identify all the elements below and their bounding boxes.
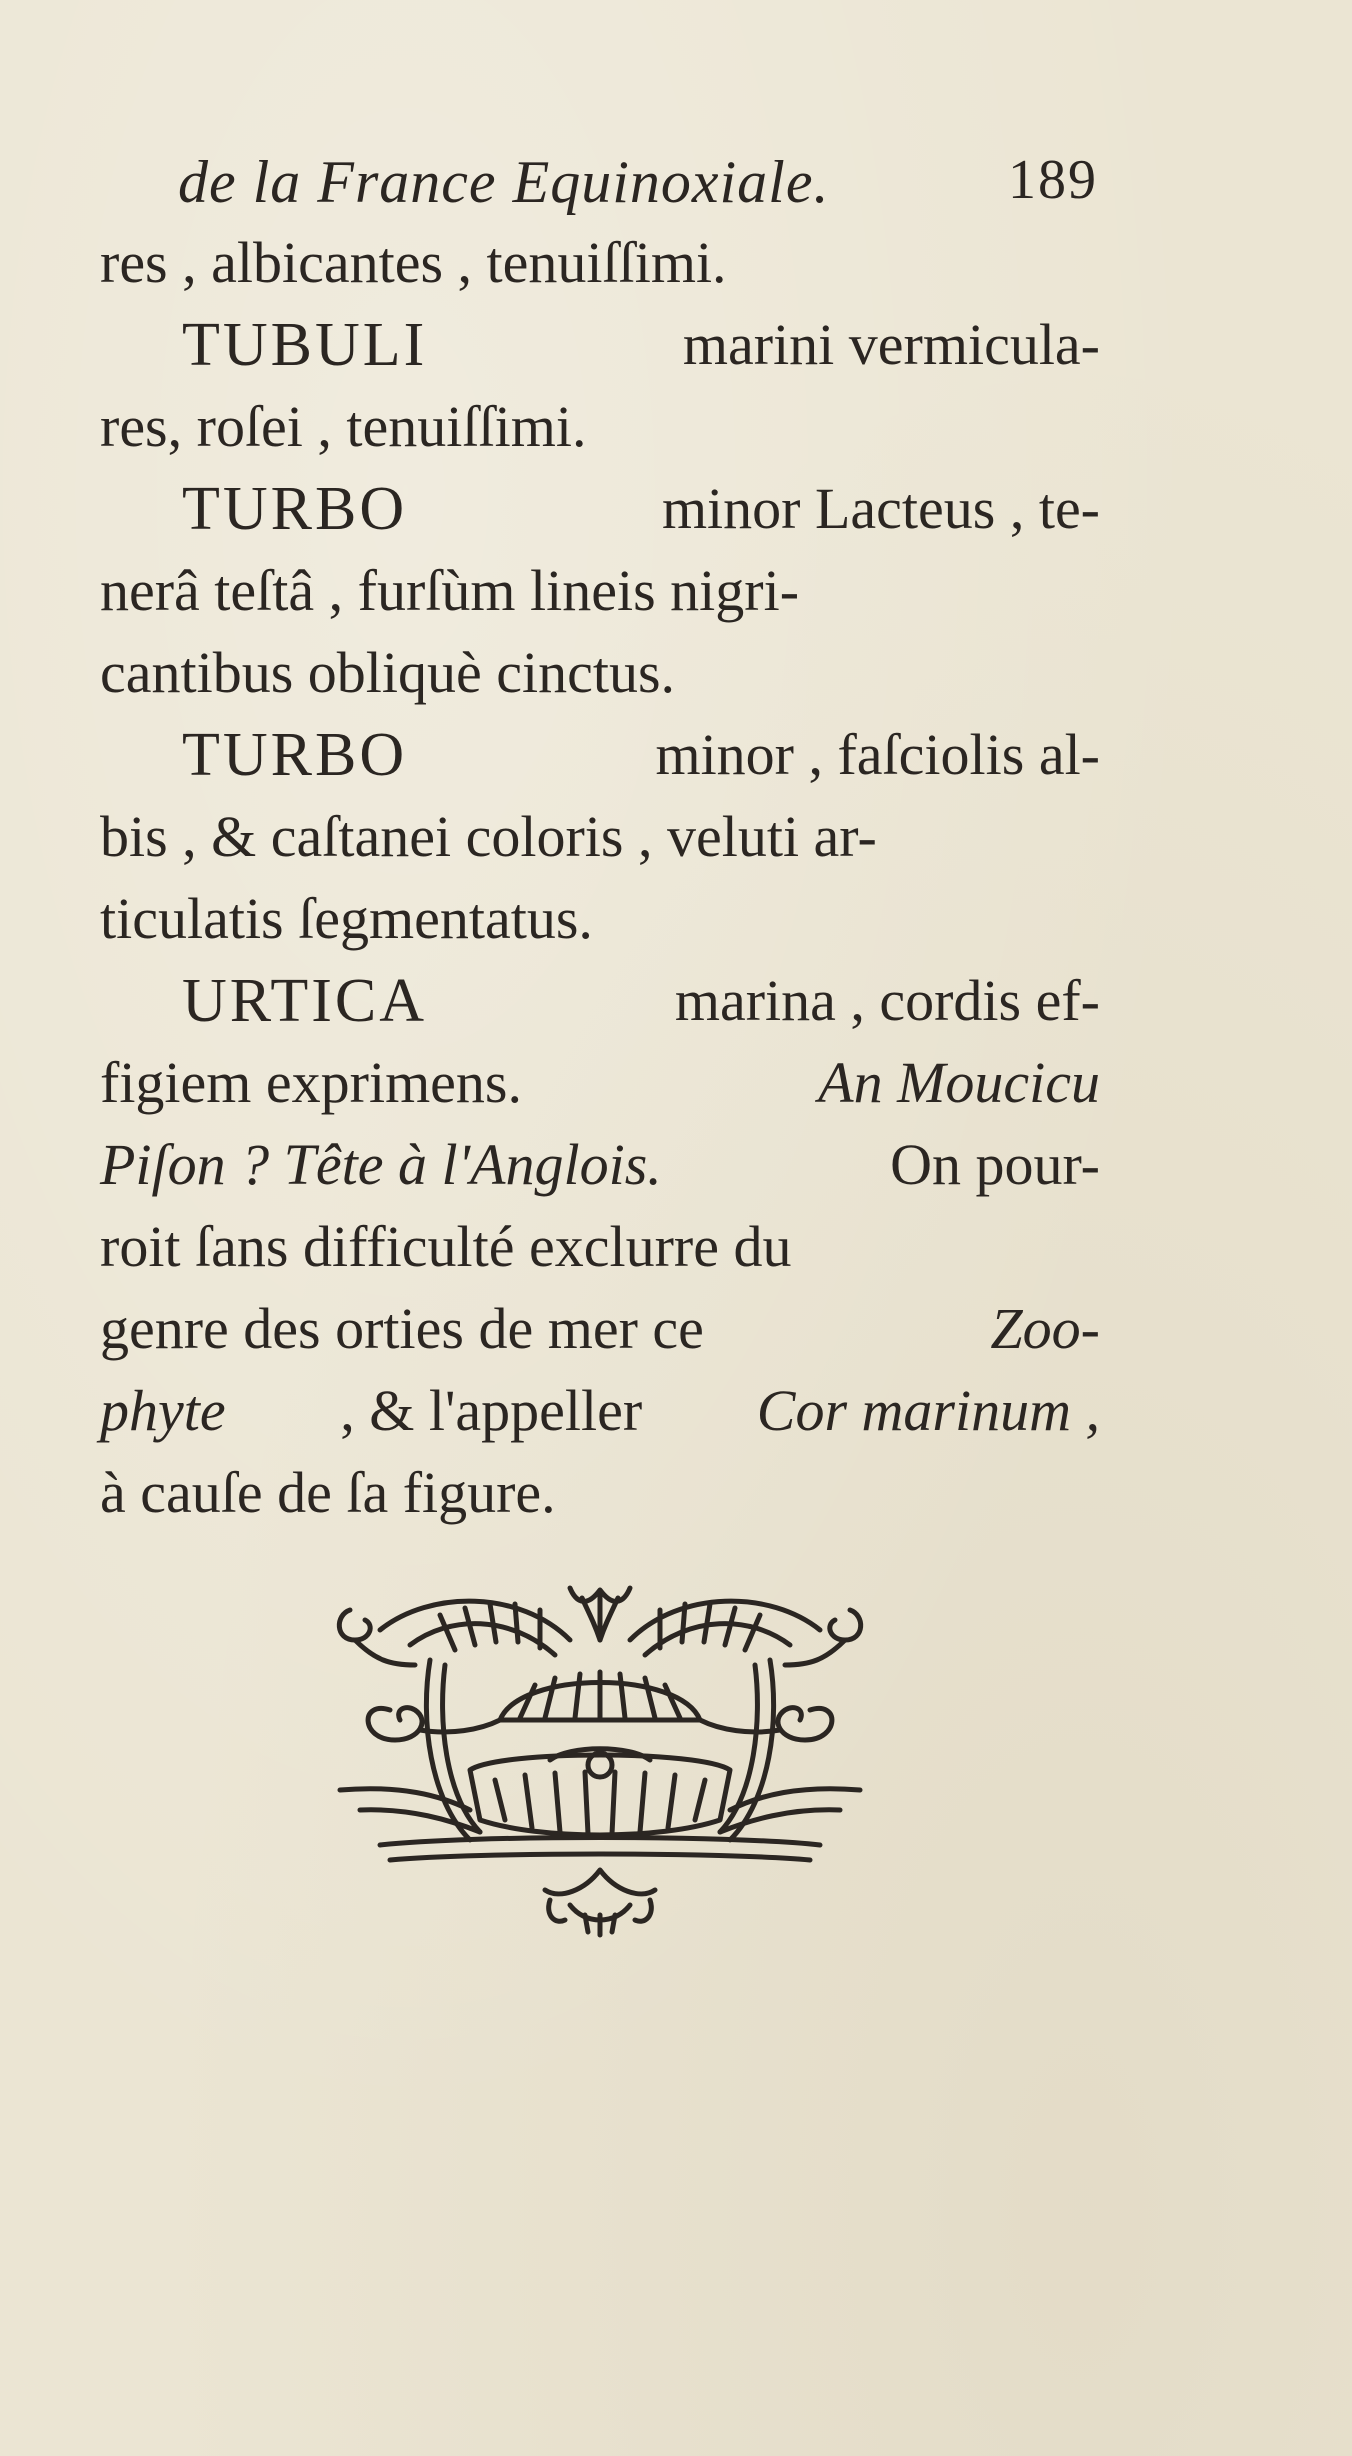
text-line — [100, 796, 1100, 878]
text-segment: , & l'appeller — [340, 1378, 643, 1443]
text-segment: nerâ teſtâ , furſùm lineis nigri- — [100, 558, 800, 623]
text-line — [100, 1370, 1100, 1452]
text-line — [100, 1452, 1100, 1534]
italic-name: An Moucicu — [818, 1050, 1100, 1115]
text-line — [100, 1042, 1100, 1124]
text-line — [100, 878, 1100, 960]
text-segment: res , albicantes , tenuiſſimi. — [100, 230, 727, 295]
entry-heading: TURBO — [182, 475, 408, 543]
text-segment: roit ſans difficulté exclurre du — [100, 1214, 792, 1279]
italic-name: phyte — [100, 1378, 226, 1443]
page-header — [178, 148, 1098, 218]
page-number: 189 — [1008, 149, 1098, 211]
text-segment: res, roſei , tenuiſſimi. — [100, 394, 587, 459]
text-segment: On pour- — [890, 1132, 1100, 1197]
text-segment: marini vermicula- — [682, 312, 1100, 377]
text-line — [100, 714, 1100, 796]
fleuron-ornament-icon — [320, 1570, 880, 1950]
text-line — [100, 632, 1100, 714]
entry-heading: URTICA — [182, 967, 428, 1035]
italic-name: Zoo- — [990, 1296, 1100, 1361]
text-line — [100, 1206, 1100, 1288]
text-line — [100, 960, 1100, 1042]
text-line — [100, 1288, 1100, 1370]
text-segment: minor Lacteus , te- — [661, 476, 1100, 541]
italic-name: Piſon ? Tête à l'Anglois. — [100, 1132, 662, 1197]
text-line — [100, 1124, 1100, 1206]
text-line — [100, 550, 1100, 632]
text-segment: figiem exprimens. — [100, 1050, 523, 1115]
text-line — [100, 222, 1100, 304]
italic-name: Cor marinum , — [756, 1378, 1100, 1443]
text-line — [100, 304, 1100, 386]
text-segment: genre des orties de mer ce — [100, 1296, 704, 1361]
running-title: de la France Equinoxiale. — [178, 149, 830, 215]
text-segment: cantibus obliquè cinctus. — [100, 640, 676, 705]
entry-heading: TURBO — [182, 721, 408, 789]
text-line — [100, 468, 1100, 550]
text-line — [100, 386, 1100, 468]
text-segment: ticulatis ſegmentatus. — [100, 886, 593, 951]
entry-heading: TUBULI — [182, 311, 428, 379]
text-segment: bis , & caſtanei coloris , veluti ar- — [100, 804, 877, 869]
text-segment: à cauſe de ſa figure. — [100, 1460, 556, 1525]
body-text — [100, 222, 1100, 1534]
text-segment: marina , cordis ef- — [674, 968, 1100, 1033]
text-segment: minor , faſciolis al- — [655, 722, 1100, 787]
